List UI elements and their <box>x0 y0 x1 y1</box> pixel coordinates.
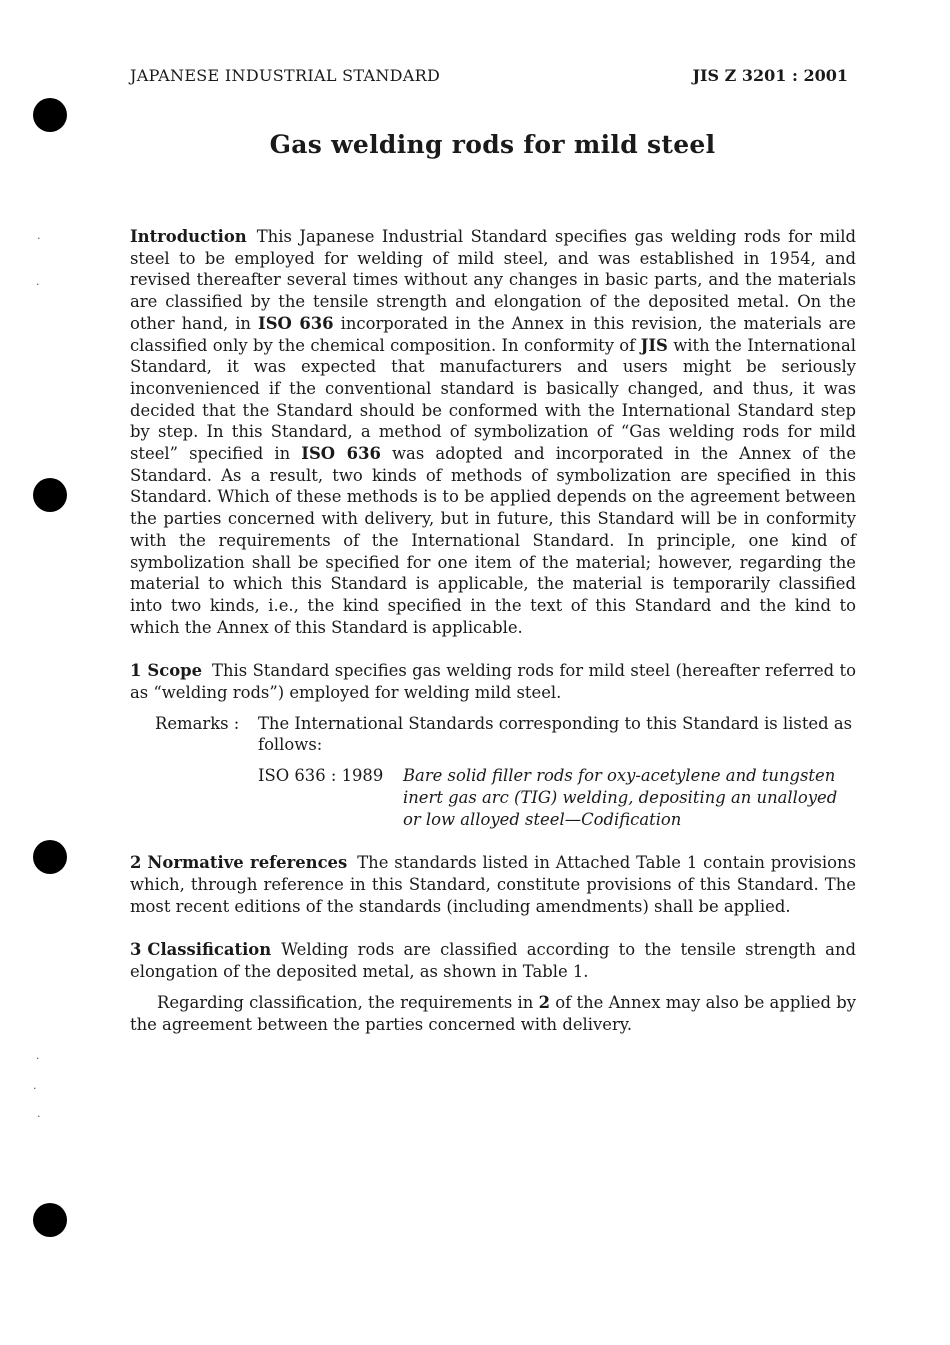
intro-iso-ref-2: ISO 636 <box>301 444 381 464</box>
section-heading: Scope <box>147 661 203 681</box>
remarks-text: The International Standards corresponding to this Standard is listed as follows: <box>258 713 853 755</box>
annex-clause-ref: 2 <box>538 992 551 1012</box>
reference-entry <box>130 765 856 830</box>
intro-text-2: incorporated in the Annex in this revision, the materials are classified only by the chemical composition. In conformity of <box>130 313 856 355</box>
section-scope <box>130 660 856 703</box>
section-classification <box>130 939 856 982</box>
binder-hole <box>33 1203 67 1237</box>
classification-paragraph-2 <box>130 992 856 1035</box>
section-heading: Classification <box>147 940 272 960</box>
section-text: This Standard specifies gas welding rods for mild steel (hereafter referred to as “welding rods”) employed for welding mild steel. <box>130 661 856 703</box>
page-title: Gas welding rods for mild steel <box>269 130 716 159</box>
section-number: 1 <box>130 661 142 681</box>
introduction-paragraph <box>130 226 856 638</box>
binder-hole <box>33 840 67 874</box>
scan-speck: · <box>37 1110 41 1123</box>
section-text: The standards listed in Attached Table 1 contain provisions which, through reference in this Standard, constitute provisions of this Standard. The most recent editions of the standards (including amendments) shall be applied. <box>130 853 856 916</box>
scan-speck: · <box>36 278 40 291</box>
section-number: 3 <box>130 940 142 960</box>
reference-code: ISO 636 : 1989 <box>258 766 384 786</box>
classification-text-b: of the Annex may also be applied by the agreement between the parties concerned with delivery. <box>130 992 857 1034</box>
binder-hole <box>33 478 67 512</box>
intro-text-4: was adopted and incorporated in the Annex of the Standard. As a result, two kinds of methods of symbolization are specified in this Standard. Which of these methods is to be applied depends on the agreement between the parties concerned with delivery, but in future, this Standard will be in conformity with the requirements of the International Standard. In principle, one kind of symbolization shall be specified for one item of the material; however, regarding the material to which this Standard is applicable, the material is temporarily classified into two kinds, i.e., the kind specified in the text of this Standard and the kind to which the Annex of this Standard is applicable. <box>130 444 857 637</box>
header-standard-type: JAPANESE INDUSTRIAL STANDARD <box>130 66 441 85</box>
section-normative-references <box>130 852 856 917</box>
scan-speck: · <box>33 1082 37 1095</box>
section-heading: Normative references <box>147 853 348 873</box>
header-standard-number: JIS Z 3201 : 2001 <box>692 66 848 85</box>
remarks-label: Remarks : <box>155 713 240 733</box>
scan-speck: · <box>37 232 41 245</box>
binder-hole <box>33 98 67 132</box>
section-number: 2 <box>130 853 142 873</box>
remarks-block <box>130 713 856 756</box>
document-body <box>130 226 856 1035</box>
intro-text-1: This Japanese Industrial Standard specifies gas welding rods for mild steel to be employed for welding of mild steel, and was established in 1954, and revised thereafter several times without any changes in basic parts, and the materials are classified by the tensile strength and elongation of the deposited metal. On the other hand, in <box>130 227 856 333</box>
intro-iso-ref-1: ISO 636 <box>258 313 334 333</box>
classification-text-a: Regarding classification, the requirements in <box>157 992 534 1012</box>
intro-jis-ref: JIS <box>640 335 668 355</box>
section-text: Welding rods are classified according to the tensile strength and elongation of the deposited metal, as shown in Table 1. <box>130 940 856 982</box>
reference-title: Bare solid filler rods for oxy-acetylene and tungsten inert gas arc (TIG) welding, depositing an unalloyed or low alloyed steel—Codification <box>403 766 838 829</box>
scan-speck: · <box>36 1052 40 1065</box>
intro-text-3: with the International Standard, it was expected that manufacturers and users might be seriously inconvenienced if the conventional standard is basically changed, and thus, it was decided that the Standard should be conformed with the International Standard step by step. In this Standard, a method of symbolization of “Gas welding rods for mild steel” specified in <box>130 335 856 464</box>
introduction-heading: Introduction <box>130 227 247 246</box>
